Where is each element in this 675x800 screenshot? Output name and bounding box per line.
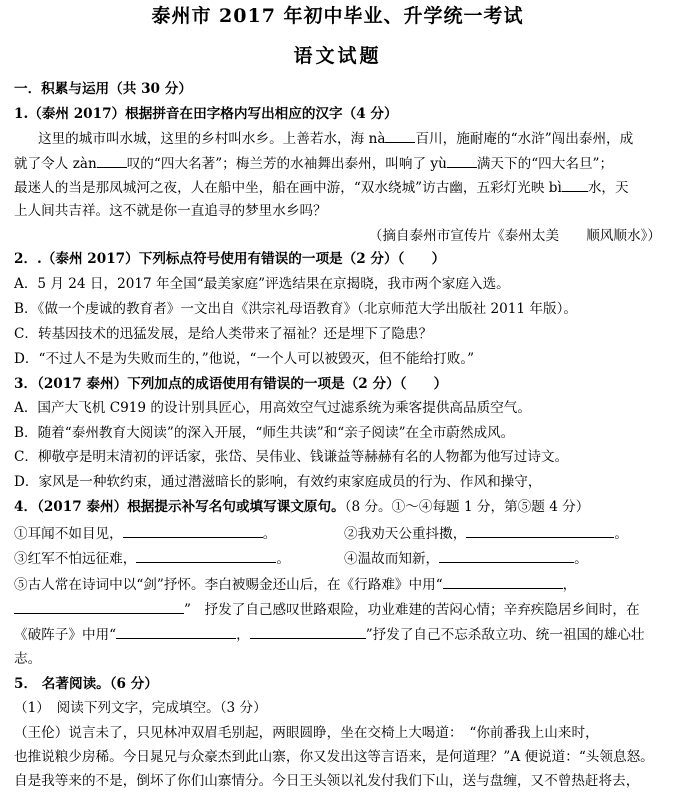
exam-title: 泰州市 2017 年初中毕业、升学统一考试	[151, 5, 524, 27]
q1-source: （摘自泰州市宣传片《泰州太美 顺风顺水》）	[368, 228, 661, 244]
q3-option-b[interactable]: B．随着“泰州教育大阅读”的深入开展，“师生共读”和“亲子阅读”在全市蔚然成风。	[14, 425, 515, 441]
q4-prompt: ③红军不怕远征难，	[14, 551, 137, 567]
punct: 。	[614, 526, 628, 542]
q4-heading: 4．（2017 泰州）根据提示补写名句或填写课文原句。	[14, 499, 345, 515]
q1-text: 满天下的“四大名旦”；	[476, 156, 614, 172]
q5-passage-line: （王伦）说言未了，只见林冲双眉毛别起，两眼圆睁，坐在交椅上大喝道： “你前番我上山来时，	[14, 725, 599, 741]
punct: 。	[262, 526, 277, 542]
q3-option-c[interactable]: C．柳敬亭是明末清初的评话家，张岱、吴伟业、钱谦益等赫赫有名的人物都为他写过诗文。	[14, 449, 569, 465]
q4-item-3	[14, 549, 290, 568]
punct: ，	[236, 627, 250, 643]
q3-option-a[interactable]: A．国产大飞机 C919 的设计别具匠心，用高效空气过滤系统为乘客提供高品质空气。	[14, 400, 531, 416]
section-heading: 一．积累与运用（共 30 分）	[14, 81, 192, 97]
q4-item-5-cont2	[14, 625, 645, 644]
q2-heading: 2．.（泰州 2017）下列标点符号使用有错误的一项是（2 分）（ ）	[14, 251, 446, 267]
q2-option-a[interactable]: A．5 月 24 日，2017 年全国“最美家庭”评选结果在京揭晓，我市两个家庭入选。	[14, 276, 510, 292]
q2-option-b[interactable]: B．《做一个虔诚的教育者》一文出自《洪宗礼母语教育》（北京师范大学出版社 2011 年版）。	[14, 301, 577, 317]
fill-blank[interactable]	[250, 625, 366, 639]
fill-blank[interactable]	[116, 625, 236, 639]
q1-line-3	[14, 178, 629, 197]
q4-item-2	[344, 524, 628, 543]
q4-item-4	[344, 549, 588, 568]
q4-prompt: ”抒发了自己不忘杀敌立功、统一祖国的雄心壮	[365, 627, 645, 643]
q4-prompt: ” 抒发了自己感叹世路艰险，功业难建的苦闷心情；辛弃疾隐居乡间时，在	[184, 602, 640, 618]
q4-prompt: 《破阵子》中用“	[14, 627, 117, 643]
fill-blank[interactable]	[136, 549, 276, 563]
q4-prompt: ⑤古人常在诗词中以“剑”抒怀。李白被赐金还山后，在《行路难》中用“	[14, 577, 443, 593]
q1-text: 水，天	[587, 180, 629, 196]
q2-option-d[interactable]: D．“不过人不是为失败而生的，”他说，“一个人可以被毁灭，但不能给打败。”	[14, 351, 475, 367]
fill-blank[interactable]	[97, 154, 127, 168]
q5-passage-line: 自是我等来的不是，倒坏了你们山寨情分。今日王头领以礼发付我们下山，送与盘缠，又不曾热赶将去，	[14, 773, 640, 789]
q4-prompt: ①耳闻不如目见，	[14, 526, 123, 542]
q4-heading-note: （8 分。①～④每题 1 分，第⑤题 4 分）	[344, 499, 590, 515]
fill-blank[interactable]	[14, 600, 184, 614]
q4-item-1	[14, 524, 276, 543]
punct: ，	[562, 577, 577, 593]
punct: 。	[276, 551, 290, 567]
fill-blank[interactable]	[385, 129, 415, 143]
q3-heading: 3．（2017 泰州）下列加点的成语使用有错误的一项是（2 分）（ ）	[14, 376, 448, 392]
q3-option-d[interactable]: D．家风是一种软约束，通过潜滋暗长的影响，有效约束家庭成员的行为、作风和操守，	[14, 474, 542, 490]
q4-prompt: ②我劝天公重抖擞，	[344, 526, 467, 542]
fill-blank[interactable]	[439, 549, 574, 563]
q1-line-4: 上人间共吉祥。这不就是你一直追寻的梦里水乡吗？	[14, 203, 327, 219]
q5-sub-1: （1） 阅读下列文字，完成填空。（3 分）	[14, 700, 267, 716]
q4-item-5	[14, 575, 576, 594]
exam-subtitle: 语文试题	[293, 45, 382, 67]
fill-blank[interactable]	[562, 178, 588, 192]
q4-item-5-end: 志。	[14, 651, 42, 667]
fill-blank[interactable]	[443, 575, 563, 589]
q4-item-5-cont	[14, 600, 640, 619]
fill-blank[interactable]	[447, 154, 477, 168]
q1-text: 这里的城市叫水城，这里的乡村叫水乡。上善若水，海 nà	[38, 131, 386, 147]
q1-line-2	[14, 154, 613, 173]
q1-heading: 1.（泰州 2017）根据拼音在田字格内写出相应的汉字（4 分）	[14, 106, 398, 122]
q4-prompt: ④温故而知新，	[344, 551, 440, 567]
q1-line-1	[38, 129, 633, 148]
q1-text: 叹的“四大名著”；梅兰芳的水袖舞出泰州，叫响了 yù	[126, 156, 447, 172]
q5-passage-line: 也推说粮少房稀。今日晁兄与众豪杰到此山寨，你又发出这等言语来，是何道理？”A 便说道：“头领息怒。	[14, 749, 654, 765]
fill-blank[interactable]	[123, 524, 263, 538]
q2-option-c[interactable]: C．转基因技术的迅猛发展，是给人类带来了福祉？还是埋下了隐患？	[14, 326, 433, 342]
q5-heading: 5． 名著阅读。（6 分）	[14, 676, 158, 692]
q1-text: 最迷人的当是那凤城河之夜，人在船中坐，船在画中游，“双水绕城”访古幽，五彩灯光映 bì	[14, 180, 562, 196]
punct: 。	[574, 551, 588, 567]
q1-text: 百川，施耐庵的“水浒”闯出泰州，成	[415, 131, 634, 147]
q1-text: 就了令人 zàn	[14, 156, 97, 172]
q4-heading-line	[14, 498, 589, 516]
fill-blank[interactable]	[466, 524, 614, 538]
